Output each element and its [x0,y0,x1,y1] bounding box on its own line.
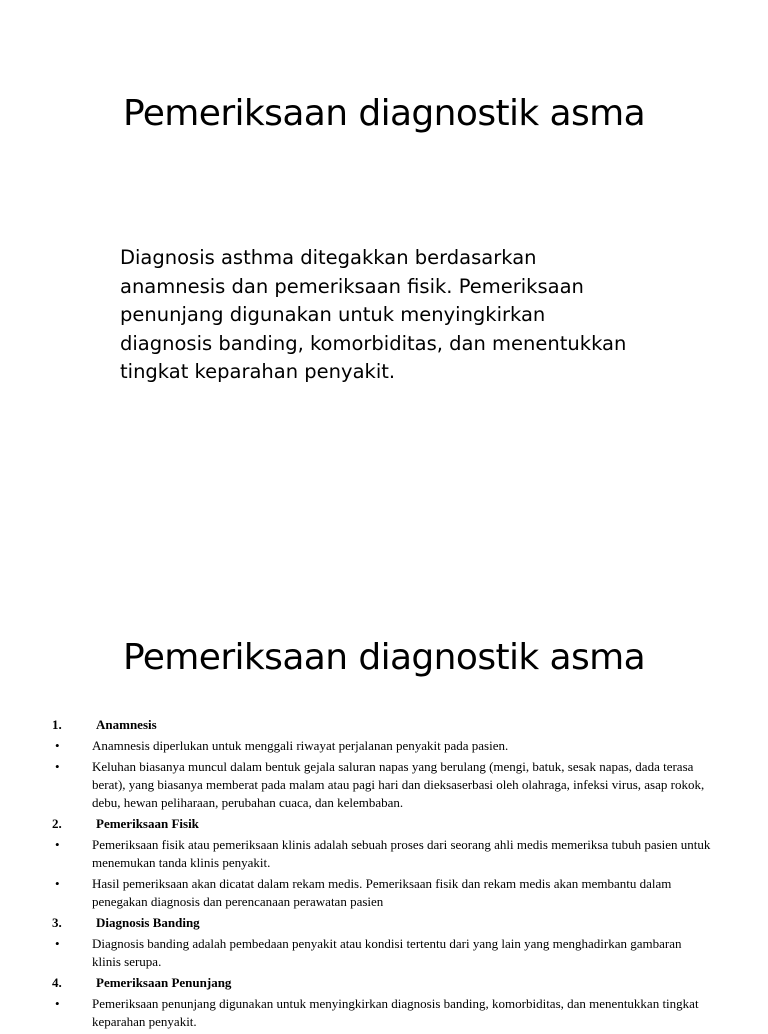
list-item [52,875,712,911]
section-heading [52,974,712,992]
list-item [52,737,712,755]
list-item-text: Anamnesis diperlukan untuk menggali riwayat perjalanan penyakit pada pasien. [92,738,509,753]
list-item [52,758,712,812]
section-heading [52,815,712,833]
bullet-icon: • [55,738,60,753]
slide-1-title: Pemeriksaan diagnostik asma [122,93,646,134]
bullet-icon: • [55,936,60,951]
bullet-icon: • [55,996,60,1011]
slide-2-title: Pemeriksaan diagnostik asma [122,637,646,678]
section-number: 1. [52,717,62,732]
slide-2 [0,512,768,1029]
section-heading [52,914,712,932]
diagnostic-list [52,716,712,1034]
list-item-text: Pemeriksaan penunjang digunakan untuk menyingkirkan diagnosis banding, komorbiditas, dan menentukkan tingkat keparahan penyakit. [92,996,699,1029]
section-title: Pemeriksaan Penunjang [96,975,232,990]
list-item-text: Hasil pemeriksaan akan dicatat dalam rekam medis. Pemeriksaan fisik dan rekam medis akan membantu dalam penegakan diagnosis dan perencanaan perawatan pasien [92,876,672,909]
section-number: 4. [52,975,62,990]
slide-1-body: Diagnosis asthma ditegakkan berdasarkan anamnesis dan pemeriksaan fisik. Pemeriksaan penunjang digunakan untuk menyingkirkan diagnosis banding, komorbiditas, dan menentukkan tingkat keparahan penyakit. [120,246,627,383]
section-number: 3. [52,915,62,930]
bullet-icon: • [55,759,60,774]
list-item-text: Pemeriksaan fisik atau pemeriksaan klinis adalah sebuah proses dari seorang ahli medis memeriksa tubuh pasien untuk menemukan tanda klinis penyakit. [92,837,711,870]
list-item-text: Keluhan biasanya muncul dalam bentuk gejala saluran napas yang berulang (mengi, batuk, sesak napas, dada terasa berat), yang biasanya memberat pada malam atau pagi hari dan dieksaserbasi oleh olahraga, infeksi virus, asap rokok, debu, hewan peliharaan, perubahan cuaca, dan kelembaban. [92,759,705,810]
section-number: 2. [52,816,62,831]
list-item [52,995,712,1031]
section-title: Pemeriksaan Fisik [96,816,199,831]
bullet-icon: • [55,837,60,852]
list-item [52,935,712,971]
section-heading [52,716,712,734]
bullet-icon: • [55,876,60,891]
slide-1 [0,0,768,512]
section-title: Diagnosis Banding [96,915,200,930]
list-item [52,836,712,872]
section-title: Anamnesis [96,717,157,732]
list-item-text: Diagnosis banding adalah pembedaan penyakit atau kondisi tertentu dari yang lain yang menghadirkan gambaran klinis serupa. [92,936,682,969]
